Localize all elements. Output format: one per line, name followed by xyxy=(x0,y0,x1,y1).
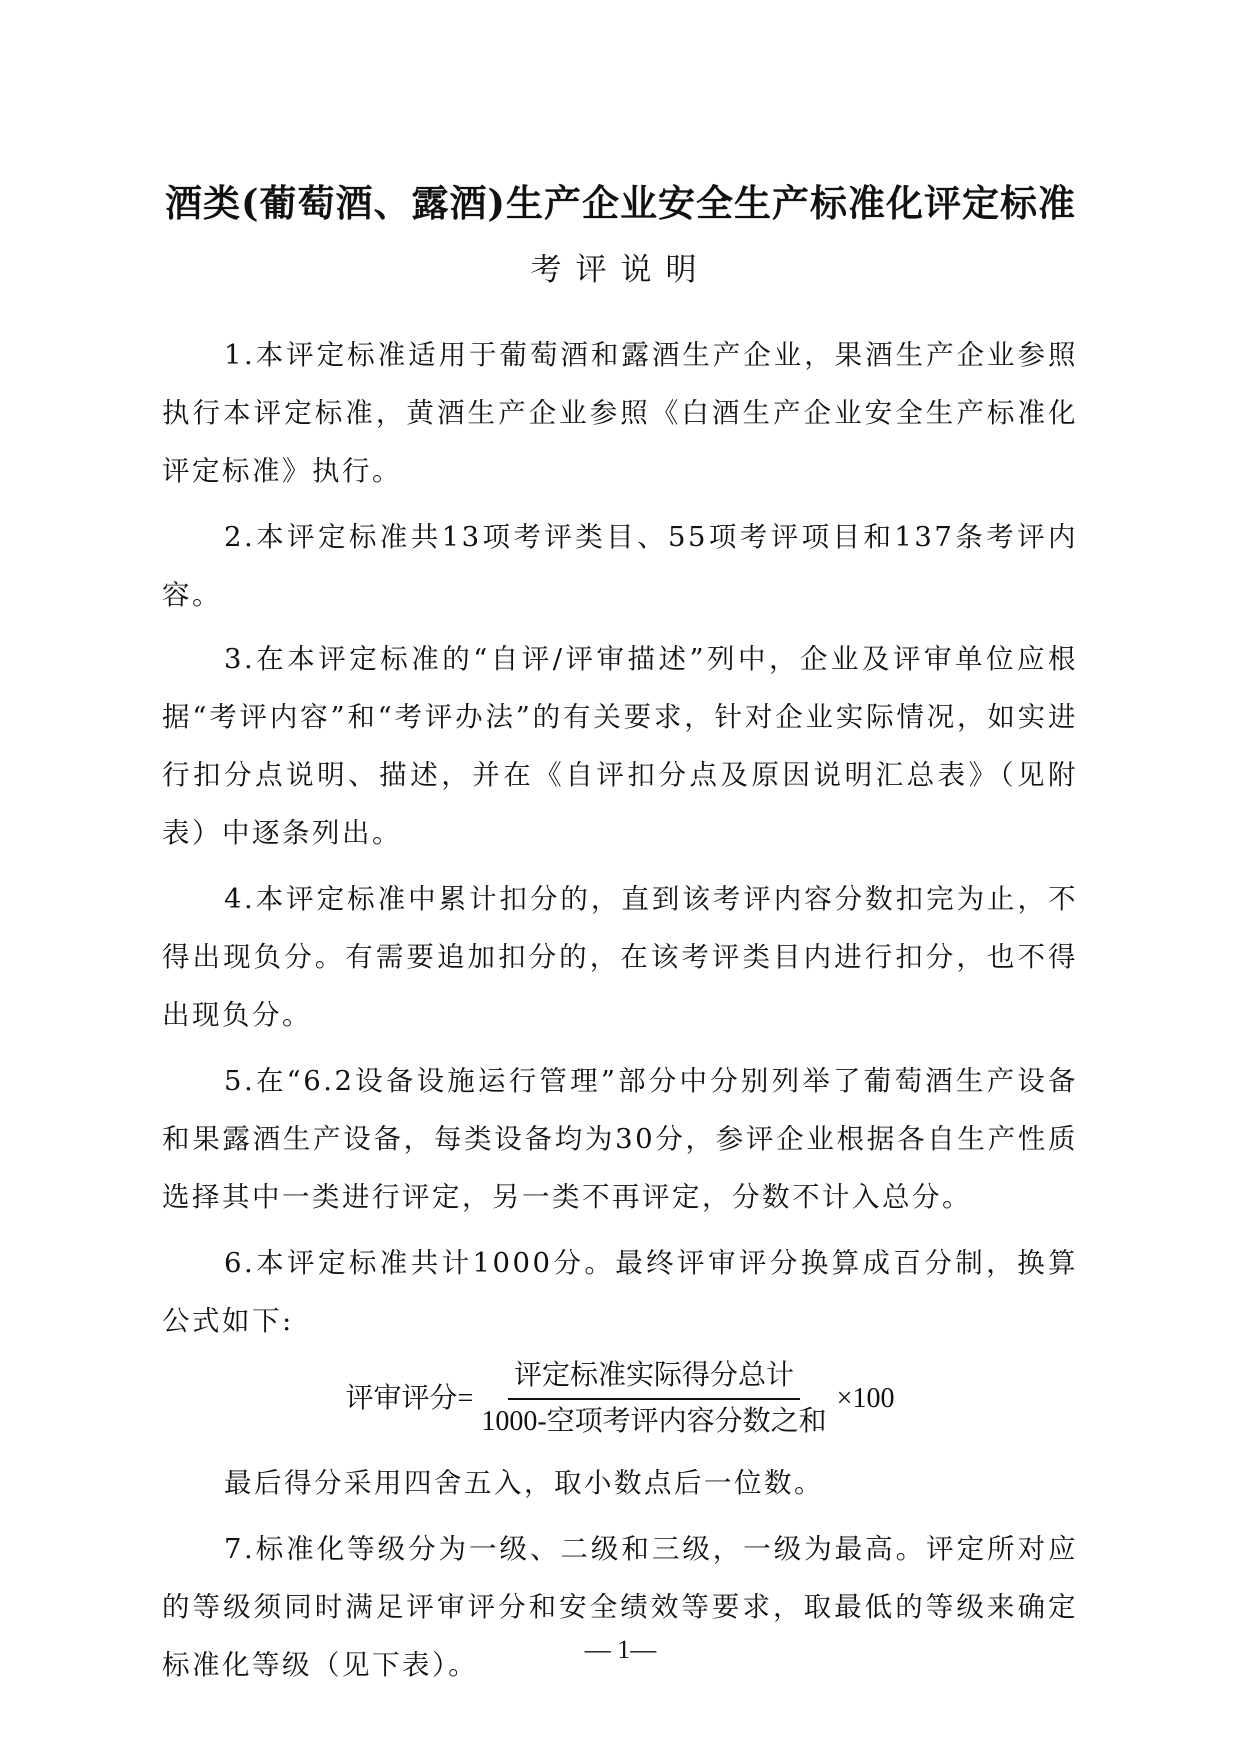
formula-numerator: 评定标准实际得分总计 xyxy=(508,1358,800,1400)
document-body xyxy=(162,326,1078,1702)
paragraph-1: 1.本评定标准适用于葡萄酒和露酒生产企业，果酒生产企业参照执行本评定标准，黄酒生产企业参照《白酒生产企业安全生产标准化评定标准》执行。 xyxy=(162,339,1078,487)
formula-denominator: 1000-空项考评内容分数之和 xyxy=(481,1406,827,1437)
formula-multiplier: ×100 xyxy=(836,1383,895,1414)
document-subtitle: 考评说明 xyxy=(530,252,711,288)
paragraph-3: 3.在本评定标准的“自评/评审描述”列中，企业及评审单位应根据“考评内容”和“考评办法”的有关要求，针对企业实际情况，如实进行扣分点说明、描述，并在《自评扣分点及原因说明汇总表》（见附表）中逐条列出。 xyxy=(162,643,1078,849)
paragraph-2: 2.本评定标准共13项考评类目、55项考评项目和137条考评内容。 xyxy=(162,521,1078,611)
rounding-note: 最后得分采用四舍五入，取小数点后一位数。 xyxy=(224,1467,824,1499)
paragraph-5: 5.在“6.2设备设施运行管理”部分中分别列举了葡萄酒生产设备和果露酒生产设备，每类设备均为30分，参评企业根据各自生产性质选择其中一类进行评定，另一类不再评定，分数不计入总分。 xyxy=(162,1065,1078,1213)
paragraph-7: 7.标准化等级分为一级、二级和三级，一级为最高。评定所对应的等级须同时满足评审评分和安全绩效等要求，取最低的等级来确定标准化等级（见下表）。 xyxy=(162,1533,1078,1681)
paragraph-4: 4.本评定标准中累计扣分的，直到该考评内容分数扣完为止，不得出现负分。有需要追加扣分的，在该考评类目内进行扣分，也不得出现负分。 xyxy=(162,883,1078,1031)
score-formula xyxy=(162,1350,1078,1448)
paragraph-6: 6.本评定标准共计1000分。最终评审评分换算成百分制，换算公式如下: xyxy=(162,1247,1078,1337)
page-number: — 1— xyxy=(584,1635,657,1664)
formula-fraction xyxy=(475,1358,832,1440)
document-title: 酒类(葡萄酒、露酒)生产企业安全生产标准化评定标准 xyxy=(164,181,1076,225)
formula-lhs: 评审评分= xyxy=(345,1383,474,1414)
